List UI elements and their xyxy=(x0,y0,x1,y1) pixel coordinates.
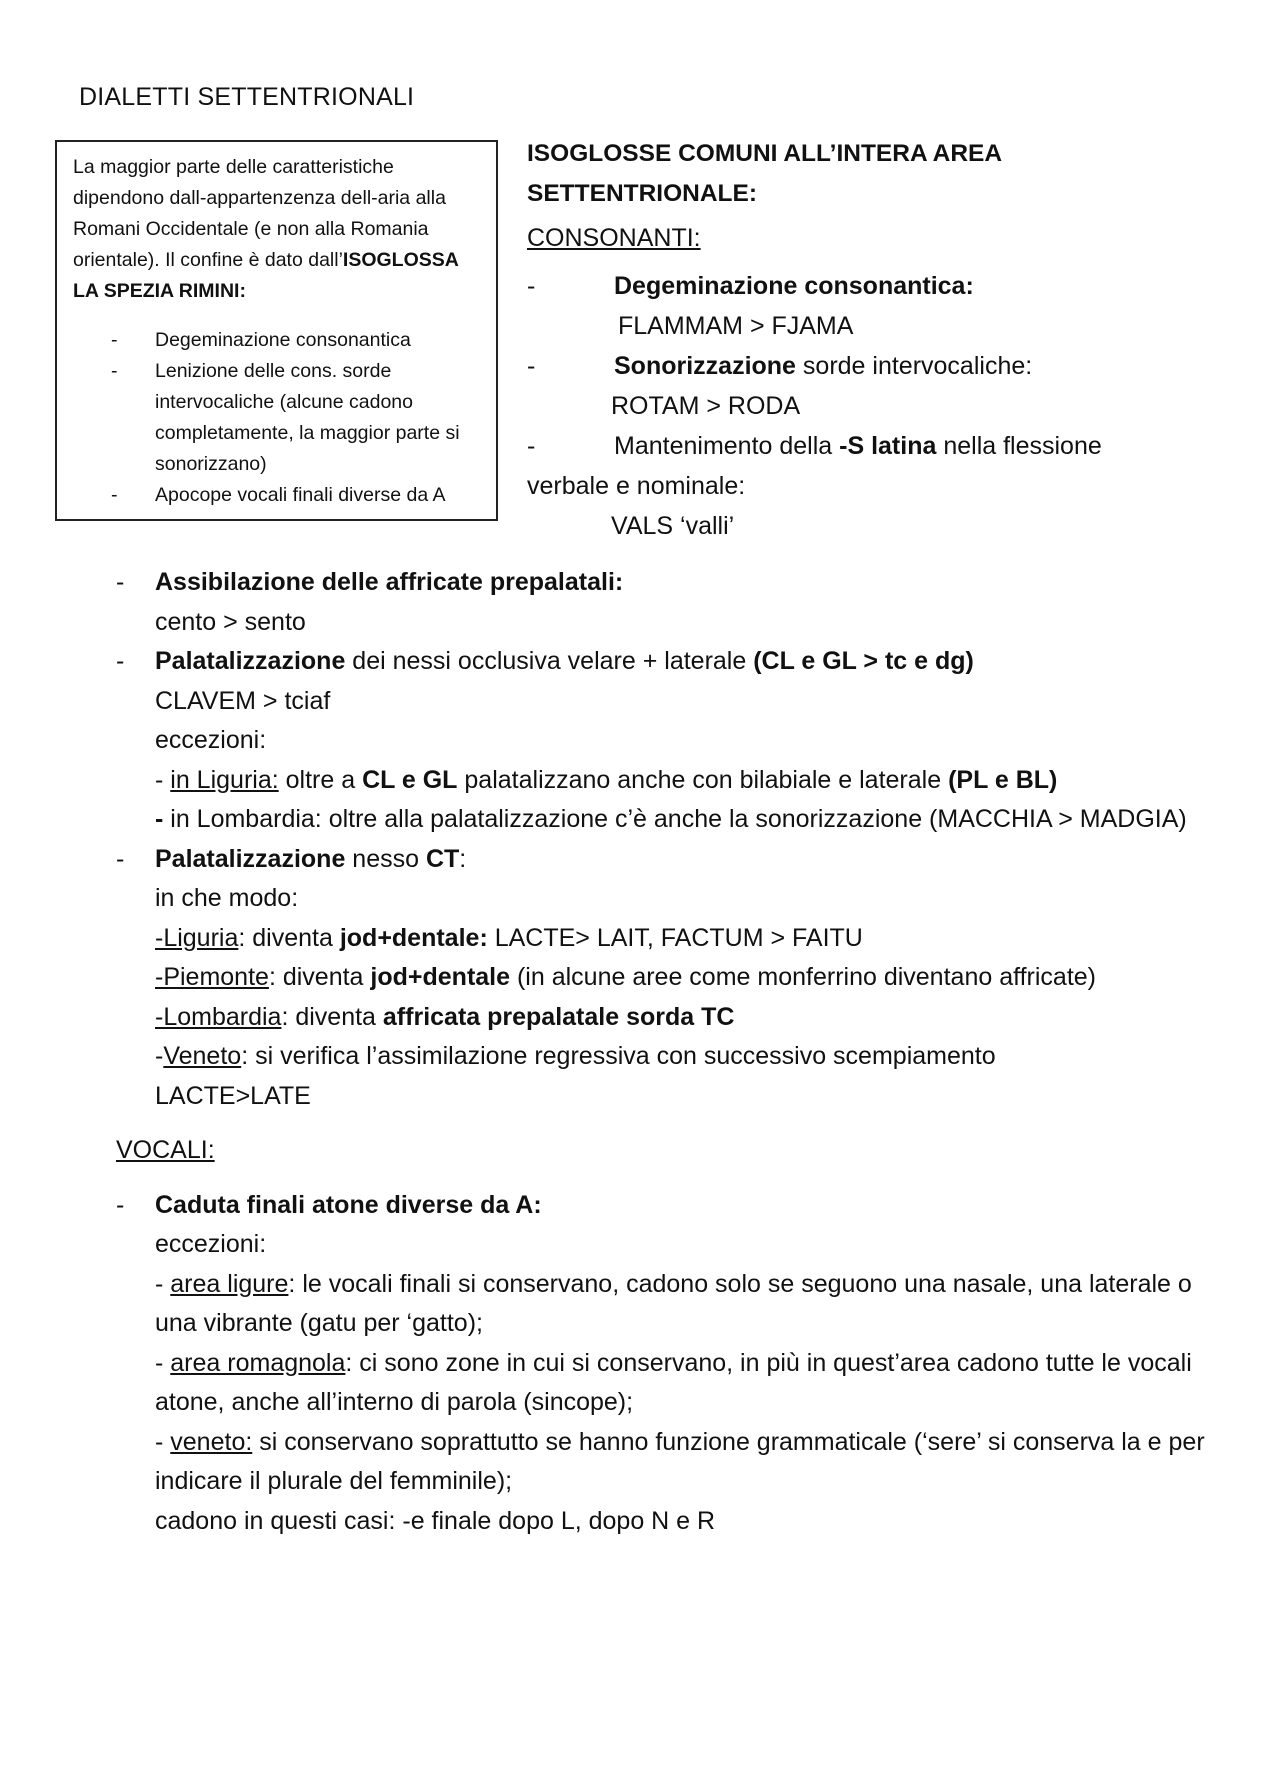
list-item: - Palatalizzazione dei nessi occlusiva velare + laterale (CL e GL > tc e dg) CLAVEM > tciaf eccezioni: - in Liguria: oltre a CL e GL palatalizzano anche con bilabiale e laterale (PL e BL) - in Lombardia: oltre alla palatalizzazione c’è anche la sonorizzazione (MACCHIA > MADGIA) xyxy=(116,642,1226,840)
example-text: FLAMMAM > FJAMA xyxy=(618,312,854,340)
example-text: VALS ‘valli’ xyxy=(611,512,735,540)
isoglosse-section xyxy=(527,134,1247,546)
list-item: - Palatalizzazione nesso CT: in che modo: -Liguria: diventa jod+dentale: LACTE> LAIT, FACTUM > FAITU -Piemonte: diventa jod+dentale (in alcune aree come monferrino diventano affricate) -Lombardia: diventa affricata prepalatale sorda TC -Veneto: si verifica l’assimilazione regressiva con successivo scempiamento LACTE>LATE xyxy=(116,840,1226,1117)
list-item: - Apocope vocali finali diverse da A xyxy=(111,484,446,506)
list-item: - Assibilazione delle affricate prepalatali: cento > sento xyxy=(116,563,1226,642)
section-heading: ISOGLOSSE COMUNI ALL’INTERA AREA xyxy=(527,140,1003,167)
list-item: - Sonorizzazione sorde intervocaliche: xyxy=(527,352,1033,380)
box-list xyxy=(73,325,484,511)
vocali-heading: VOCALI: xyxy=(116,1136,215,1164)
section-heading-cont: SETTENTRIONALE: xyxy=(527,180,758,207)
list-item: - Degeminazione consonantica: xyxy=(527,272,974,300)
example-text: LACTE>LATE xyxy=(155,1081,311,1110)
example-text: cento > sento xyxy=(155,607,306,636)
main-content xyxy=(116,563,1226,1541)
consonanti-heading: CONSONANTI: xyxy=(527,224,701,252)
summary-box xyxy=(55,140,498,521)
example-text: CLAVEM > tciaf xyxy=(155,686,331,715)
list-item: - Caduta finali atone diverse da A: eccezioni: - area ligure: le vocali finali si conservano, cadono solo se seguono una nasale, una laterale o una vibrante (gatu per ‘gatto); - area romagnola: ci sono zone in cui si conservano, in più in quest’area cadono tutte le vocali atone, anche all’interno di parola (sincope); - veneto: si conservano soprattutto se hanno funzione grammaticale (‘sere’ si conserva la e per indicare il plurale del femminile); cadono in questi casi: -e finale dopo L, dopo N e R xyxy=(116,1190,1205,1535)
isoglossa-label: ISOGLOSSA LA SPEZIA RIMINI: xyxy=(73,249,459,302)
page-title: DIALETTI SETTENTRIONALI xyxy=(79,83,415,111)
example-text: ROTAM > RODA xyxy=(611,392,801,420)
list-item-cont: verbale e nominale: xyxy=(527,472,746,500)
box-intro: La maggior parte delle caratteristiche dipendono dall-appartenzenza dell-aria alla Romani Occidentale (e non alla Romania orientale). Il confine è dato dall’ISOGLOSSA LA SPEZIA RIMINI: xyxy=(73,156,459,302)
list-item: - Degeminazione consonantica xyxy=(111,329,411,351)
list-item: - Mantenimento della -S latina nella flessione xyxy=(527,432,1102,460)
list-item: - Lenizione delle cons. sorde intervocaliche (alcune cadono completamente, la maggior parte si sonorizzano) xyxy=(111,360,460,475)
